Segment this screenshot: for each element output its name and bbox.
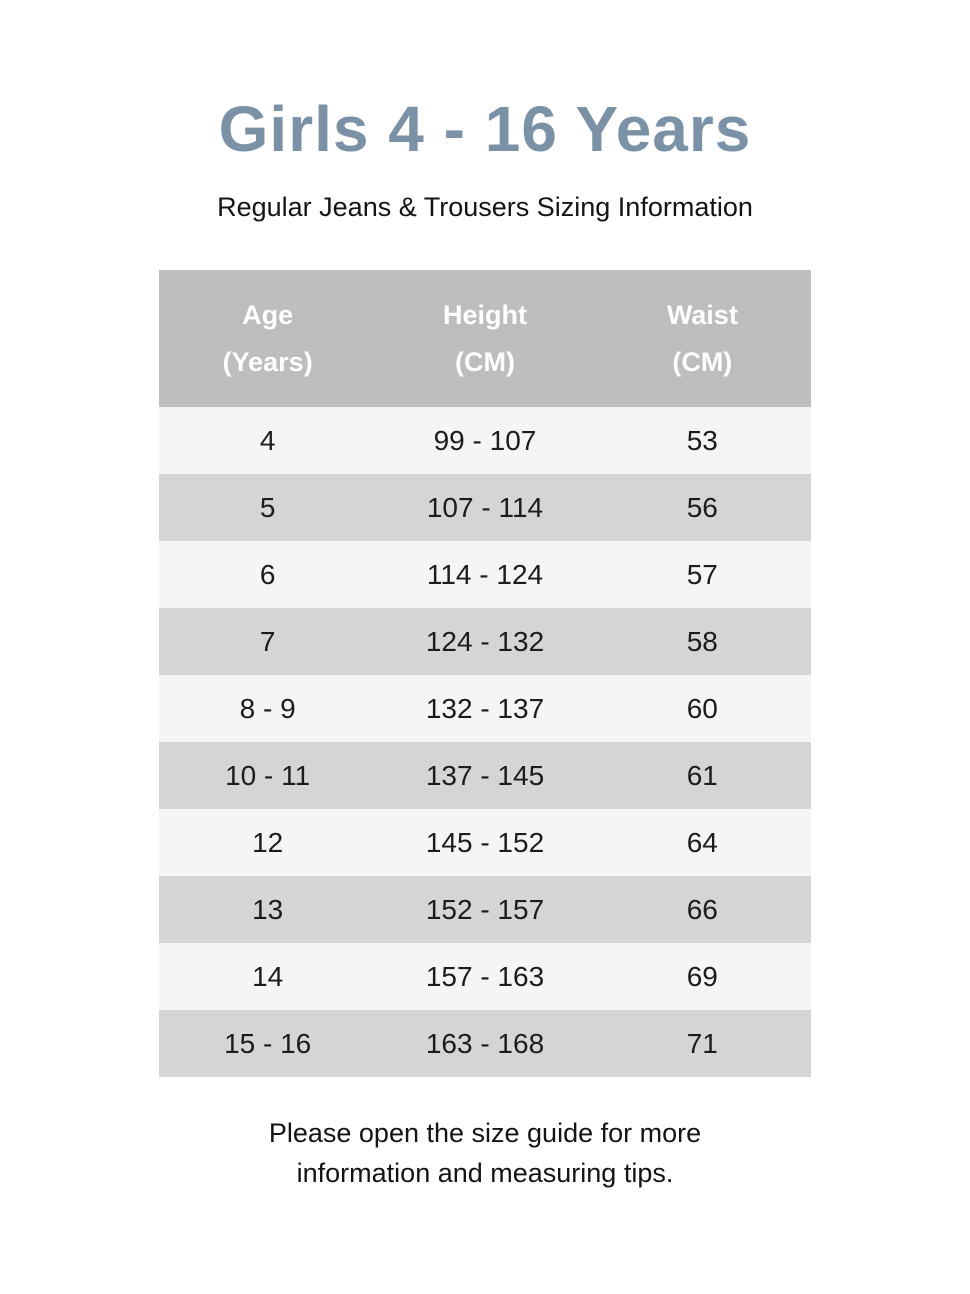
height-cell: 132 - 137 xyxy=(425,692,545,724)
age-cell: 5 xyxy=(259,491,276,523)
table-body xyxy=(159,407,811,1077)
waist-cell: 53 xyxy=(686,424,718,456)
table-row xyxy=(159,474,811,541)
header-height-unit: (CM) xyxy=(455,346,515,377)
age-cell: 8 - 9 xyxy=(239,692,296,724)
footer-note-line-2: information and measuring tips. xyxy=(296,1158,674,1188)
height-cell: 145 - 152 xyxy=(425,826,545,858)
waist-cell: 66 xyxy=(686,893,718,925)
age-cell: 13 xyxy=(252,893,284,925)
height-cell: 107 - 114 xyxy=(426,491,544,523)
header-age-unit: (Years) xyxy=(222,346,313,377)
table-row xyxy=(159,541,811,608)
height-cell: 152 - 157 xyxy=(425,893,545,925)
header-cell-age xyxy=(159,270,376,407)
waist-cell: 61 xyxy=(686,759,718,791)
waist-cell: 56 xyxy=(686,491,718,523)
waist-cell: 71 xyxy=(686,1027,718,1059)
table-row xyxy=(159,943,811,1010)
header-age-label: Age xyxy=(242,299,294,330)
table-row xyxy=(159,675,811,742)
height-cell: 163 - 168 xyxy=(425,1027,545,1059)
page-subtitle: Regular Jeans & Trousers Sizing Information xyxy=(217,192,753,222)
table-row xyxy=(159,809,811,876)
waist-cell: 64 xyxy=(686,826,718,858)
waist-cell: 60 xyxy=(686,692,718,724)
table-row xyxy=(159,407,811,474)
age-cell: 14 xyxy=(252,960,284,992)
size-table xyxy=(159,270,811,1077)
table-row xyxy=(159,1010,811,1077)
footer-note xyxy=(0,1113,970,1193)
header-cell-height xyxy=(376,270,593,407)
header-waist-unit: (CM) xyxy=(672,346,733,377)
table-row xyxy=(159,876,811,943)
waist-cell: 69 xyxy=(686,960,718,992)
footer-note-line-1: Please open the size guide for more xyxy=(268,1118,702,1148)
age-cell: 4 xyxy=(259,424,276,456)
table-row xyxy=(159,608,811,675)
table-row xyxy=(159,742,811,809)
waist-cell: 57 xyxy=(686,558,718,590)
page-title: Girls 4 - 16 Years xyxy=(218,93,752,165)
height-cell: 157 - 163 xyxy=(425,960,545,992)
age-cell: 10 - 11 xyxy=(225,759,311,791)
height-cell: 137 - 145 xyxy=(425,759,545,791)
header-height-label: Height xyxy=(442,299,527,330)
age-cell: 12 xyxy=(252,826,284,858)
header-cell-waist xyxy=(594,270,811,407)
age-cell: 7 xyxy=(259,625,276,657)
age-cell: 15 - 16 xyxy=(224,1027,312,1059)
waist-cell: 58 xyxy=(686,625,718,657)
table-header-row xyxy=(159,270,811,407)
height-cell: 124 - 132 xyxy=(425,625,545,657)
header-waist-label: Waist xyxy=(666,299,738,330)
age-cell: 6 xyxy=(259,558,276,590)
height-cell: 99 - 107 xyxy=(433,424,537,456)
height-cell: 114 - 124 xyxy=(426,558,544,590)
